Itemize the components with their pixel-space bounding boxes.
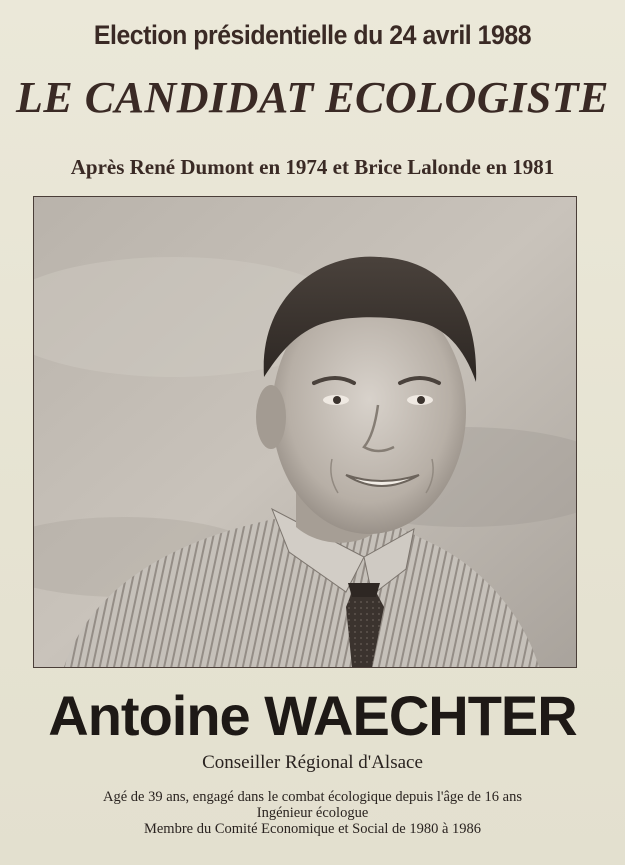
candidate-title: LE CANDIDAT ECOLOGISTE (16, 73, 609, 122)
bio-line-committee: Membre du Comité Economique et Social de 1980 à 1986 (143, 821, 482, 837)
candidate-role: Conseiller Régional d'Alsace (202, 752, 423, 773)
predecessors-subtitle: Après René Dumont en 1974 et Brice Lalonde en 1981 (70, 155, 555, 179)
bio-line-age: Agé de 39 ans, engagé dans le combat écologique depuis l'âge de 16 ans (103, 789, 522, 805)
bio-line-profession: Ingénieur écologue (256, 805, 369, 821)
candidate-name: Antoine WAECHTER (48, 684, 577, 747)
election-headline: Election présidentielle du 24 avril 1988 (93, 20, 532, 50)
candidate-bio (0, 789, 625, 837)
candidate-portrait-photo (33, 196, 577, 668)
